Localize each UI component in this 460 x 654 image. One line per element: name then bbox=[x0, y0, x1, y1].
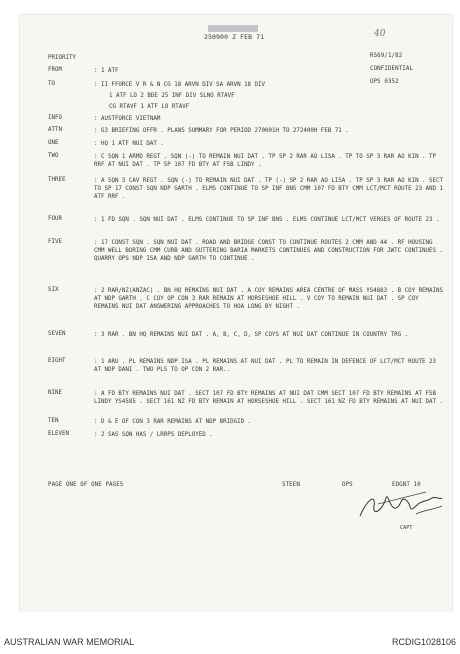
row-text: : HQ 1 ATF NUI DAT . bbox=[94, 141, 164, 147]
row-label: TO bbox=[48, 81, 55, 87]
ops-number: OPS 0352 bbox=[370, 79, 399, 85]
row-text: : D & E OF CON 3 RAR REMAINS AT NDP BRIDGID . bbox=[94, 419, 252, 425]
row-label: ELEVEN bbox=[48, 431, 69, 437]
row-text: : 3 RAR . BN HQ REMAINS NUI DAT . A, B, C, D, SP COYS AT NUI DAT CONTINUE IN COUNTRY TRG . bbox=[94, 332, 409, 338]
row-text: : 1 FD SQN . SQN NUI DAT . ELMS CONTINUE TO SP INF BNS . ELMS CONTINUE LCT/MCT VERGES OF ROUTE 23 . bbox=[94, 217, 440, 223]
row-label: EIGHT bbox=[48, 358, 66, 364]
row-label: ATTN bbox=[48, 127, 62, 133]
handwritten-page-number: 40 bbox=[374, 29, 386, 39]
extension: EDGNT 10 bbox=[392, 482, 421, 488]
row-text: : 1 ATF bbox=[94, 68, 119, 74]
signer-rank: CAPT bbox=[400, 525, 413, 531]
classification: CONFIDENTIAL bbox=[370, 66, 414, 72]
row-text: : 2 SAS SQN HAS / LRRPS DEPLOYED . bbox=[94, 432, 213, 438]
archive-id: RCDIG1028106 bbox=[391, 637, 456, 647]
row-text: : A SQN 3 CAV REGT . SQN (-) TO REMAIN NUI DAT . TP (-) SP 2 RAR AO LISA . TP SP 3 RAR AO KIN . SECT TO SP 17 CONST SQN NDP GARTH . ELMS CONTINUE TO SP INF BNS CMM 107 FD BTY CMM LCT/MCT ROUTE 23 AND 1 ATF RRF . bbox=[94, 178, 444, 201]
row-text: : G3 BRIEFING OFFR . PLANS SUMMARY FOR PERIOD 270001H TO 272400H FEB 71 . bbox=[94, 128, 349, 134]
row-label: TEN bbox=[48, 418, 59, 424]
row-label: THREE bbox=[48, 177, 66, 183]
originator-branch: OPS bbox=[342, 482, 353, 488]
signature-icon bbox=[356, 488, 446, 522]
redaction-stamp bbox=[208, 25, 258, 32]
row-text: : 1 ARU . PL REMAINS NDP ISA . PL REMAINS AT NUI DAT . PL TO REMAIN IN DEFENCE OF LCT/MCT ROUTE 23 AT NDP DANI . TWO PLS TO OP CON 2 RAR.. bbox=[94, 359, 437, 374]
row-label: FOUR bbox=[48, 216, 62, 222]
page-count: PAGE ONE OF ONE PAGES bbox=[48, 482, 124, 488]
row-label: ONE bbox=[48, 140, 59, 146]
row-label: NINE bbox=[48, 390, 62, 396]
reference-number: R569/1/82 bbox=[370, 53, 403, 59]
row-text: : A FD BTY REMAINS NUI DAT . SECT 107 FD BTY REMAINS AT NUI DAT CMM SECT 107 FD BTY REMAINS AT FSB LINDY YS4585 . SECT 161 NZ FD BTY REMAIN AT HORSESHOE HILL . SECT 161 NZ FD BTY REMAINS AT NUI DAT . bbox=[94, 391, 444, 406]
archive-name: AUSTRALIAN WAR MEMORIAL bbox=[4, 637, 135, 647]
row-label: SIX bbox=[48, 287, 59, 293]
row-label: INFO bbox=[48, 115, 62, 121]
row-text: CG RTAVF 1 ATF LO RTAVF bbox=[109, 104, 190, 110]
row-text: : II FFORCE V R & N CG 18 ARVN DIV SA ARVN 18 DIV bbox=[94, 82, 266, 88]
row-text: : AUSTFORCE VIETNAM bbox=[94, 116, 161, 122]
row-label: TWO bbox=[48, 153, 59, 159]
row-label: SEVEN bbox=[48, 331, 66, 337]
date-time-group: 250900 Z FEB 71 bbox=[204, 33, 265, 41]
row-label: FIVE bbox=[48, 239, 62, 245]
row-label: PRIORITY bbox=[48, 55, 76, 61]
row-text: : 2 RAR/NZ(ANZAC) . BN HQ REMAINS NUI DAT . A COY REMAINS AREA CENTRE OF MASS YS4883 . B COY REMAINS AT NDP GARTH . C COY OP CON 3 RAR REMAIN AT HORSESHOE HILL . V COY TO REMAIN NUI DAT . SP COY REMAINS NUI DAT ANSWERING APPROACHES TO HOA LONG BY NIGHT . bbox=[94, 288, 444, 311]
row-label: FROM bbox=[48, 67, 62, 73]
document-page bbox=[20, 15, 452, 612]
row-text: : C SQN 1 ARMD REGT . SQN (-) TO REMAIN NUI DAT . TP SP 2 RAR AO LISA . TP TO SP 3 RAR AO KIN . TP RRF AT NUI DAT . TP SP 107 FD BTY AT FSB LINDY . bbox=[94, 154, 437, 169]
row-text: 1 ATF LO 2 BDE 25 INF DIV SLNO RTAVF bbox=[109, 93, 235, 99]
row-text: : 17 CONST SQN . SQN NUI DAT . ROAD AND BRIDGE CONST TO CONTINUE ROUTES 2 CMM AND 44 . RF HOUSING CMM WELL BORING CMM CURB AND GUTTERING BARIA MARKETS CONTINUES AND CONSTRUCTION FOR JWTC CONTINUES . QUARRY OPS NDP ISA AND NDP GARTH TO CONTINUE . bbox=[94, 240, 444, 263]
originator: STEEN bbox=[282, 482, 300, 488]
archive-footer bbox=[0, 612, 460, 654]
